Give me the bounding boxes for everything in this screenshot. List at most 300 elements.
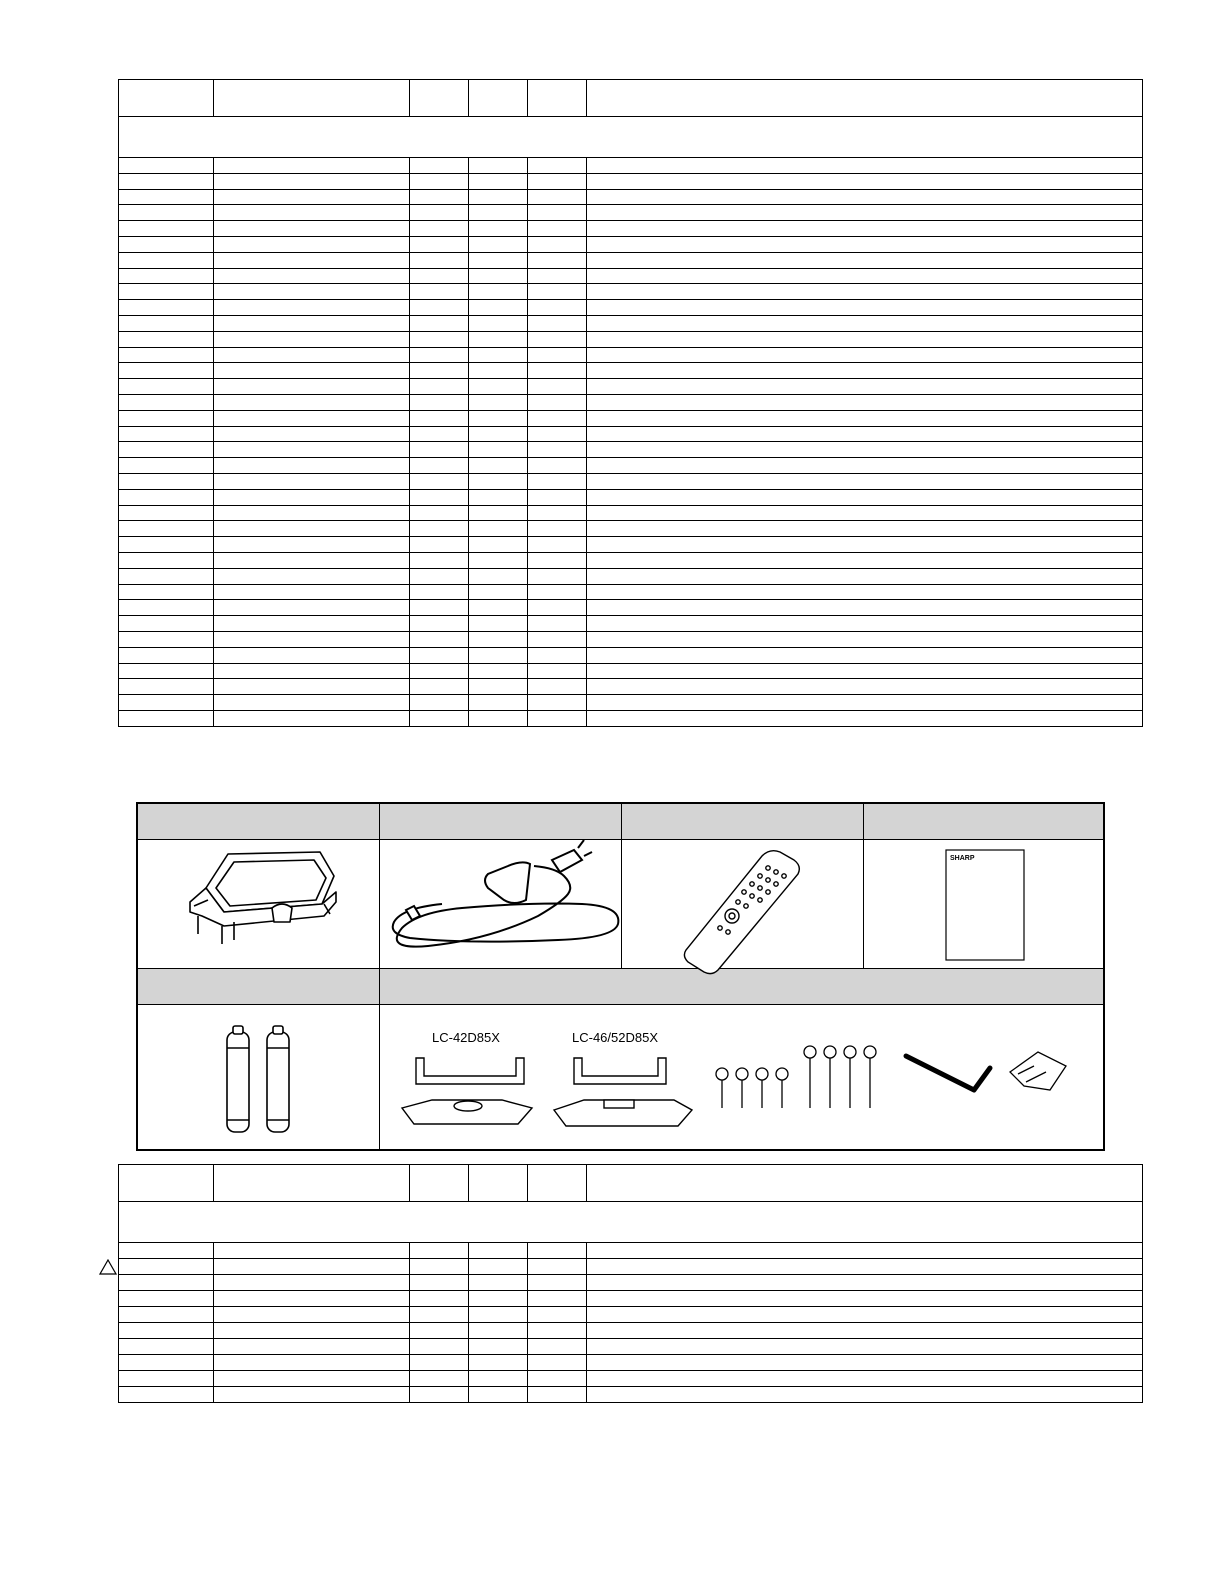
table-cell — [587, 1243, 1143, 1259]
table-cell — [214, 584, 410, 600]
table-cell — [410, 158, 469, 174]
table-cell — [214, 695, 410, 711]
table-cell — [528, 173, 587, 189]
table-cell — [587, 379, 1143, 395]
table-cell — [214, 173, 410, 189]
table-cell — [587, 458, 1143, 474]
table-cell — [214, 410, 410, 426]
table-cell — [528, 647, 587, 663]
table-cell — [410, 410, 469, 426]
table-cell — [469, 679, 528, 695]
table-cell — [214, 347, 410, 363]
table-cell — [528, 331, 587, 347]
table-cell — [469, 458, 528, 474]
table-cell — [214, 710, 410, 726]
table-cell — [119, 300, 214, 316]
table-cell — [469, 1307, 528, 1323]
table-cell — [469, 489, 528, 505]
stand-bracket-icon — [554, 1058, 692, 1126]
table-cell — [587, 158, 1143, 174]
section-label — [119, 117, 1143, 158]
table-cell — [528, 1259, 587, 1275]
table-row — [119, 631, 1143, 647]
table-cell — [214, 568, 410, 584]
table-cell — [119, 442, 214, 458]
table-row — [119, 236, 1143, 252]
table-cell — [214, 205, 410, 221]
table-cell — [528, 616, 587, 632]
header-mark — [410, 1165, 469, 1202]
table-cell — [119, 189, 214, 205]
table-row — [119, 410, 1143, 426]
table-cell — [119, 1243, 214, 1259]
table-cell — [587, 537, 1143, 553]
table-cell — [410, 284, 469, 300]
header-part-no — [214, 80, 410, 117]
screws-long-icon — [804, 1046, 876, 1108]
table-cell — [410, 394, 469, 410]
table-cell — [214, 1371, 410, 1387]
header-part-no — [214, 1165, 410, 1202]
table-row — [119, 173, 1143, 189]
table-row — [119, 1371, 1143, 1387]
table-cell — [119, 379, 214, 395]
table-cell — [214, 1275, 410, 1291]
table-row — [119, 442, 1143, 458]
table-cell — [119, 458, 214, 474]
table-cell — [528, 458, 587, 474]
table-cell — [119, 1371, 214, 1387]
table-cell — [214, 1323, 410, 1339]
table-row — [119, 505, 1143, 521]
table-cell — [410, 252, 469, 268]
table-cell — [469, 205, 528, 221]
table-cell — [469, 221, 528, 237]
table-cell — [119, 1339, 214, 1355]
table-cell — [528, 394, 587, 410]
table-cell — [587, 489, 1143, 505]
table-cell — [119, 568, 214, 584]
table-cell — [410, 173, 469, 189]
table-cell — [587, 679, 1143, 695]
table-cell — [528, 221, 587, 237]
table-cell — [214, 394, 410, 410]
table-cell — [119, 410, 214, 426]
table-cell — [528, 284, 587, 300]
table-row — [119, 284, 1143, 300]
table-cell — [469, 268, 528, 284]
table-cell — [214, 600, 410, 616]
table-cell — [587, 584, 1143, 600]
table-row — [119, 1259, 1143, 1275]
header-mark — [410, 80, 469, 117]
header-code — [469, 1165, 528, 1202]
table-cell — [528, 1355, 587, 1371]
table-cell — [587, 300, 1143, 316]
table-cell — [214, 236, 410, 252]
header-ref-no — [119, 1165, 214, 1202]
table-cell — [119, 552, 214, 568]
table-cell — [119, 1387, 214, 1403]
table-cell — [410, 331, 469, 347]
table-cell — [587, 1371, 1143, 1387]
table-cell — [119, 473, 214, 489]
table-cell — [214, 284, 410, 300]
table-row — [119, 537, 1143, 553]
table-cell — [469, 252, 528, 268]
table-cell — [587, 552, 1143, 568]
table-cell — [469, 1243, 528, 1259]
table-cell — [469, 331, 528, 347]
table-cell — [469, 426, 528, 442]
table-cell — [587, 631, 1143, 647]
table-cell — [469, 284, 528, 300]
table-cell — [410, 1243, 469, 1259]
hex-wrench-icon — [906, 1056, 990, 1090]
table-cell — [410, 505, 469, 521]
table-cell — [528, 537, 587, 553]
table-cell — [528, 1307, 587, 1323]
table-cell — [587, 363, 1143, 379]
table-row — [119, 663, 1143, 679]
table-cell — [119, 521, 214, 537]
table-cell — [410, 616, 469, 632]
table-cell — [410, 695, 469, 711]
table-cell — [587, 616, 1143, 632]
table-cell — [528, 268, 587, 284]
batteries-icon — [227, 1026, 289, 1132]
table-cell — [469, 410, 528, 426]
table-cell — [410, 1275, 469, 1291]
parts-table-bottom — [118, 1164, 1143, 1403]
table-cell — [528, 521, 587, 537]
table-cell — [469, 1259, 528, 1275]
table-row — [119, 1339, 1143, 1355]
table-cell — [119, 647, 214, 663]
table-cell — [119, 268, 214, 284]
table-row — [119, 331, 1143, 347]
table-cell — [119, 1307, 214, 1323]
table-cell — [214, 1355, 410, 1371]
table-cell — [410, 1307, 469, 1323]
table-cell — [587, 1307, 1143, 1323]
table-cell — [528, 679, 587, 695]
table-cell — [119, 284, 214, 300]
stand-bracket-icon — [402, 1058, 532, 1124]
table-cell — [410, 521, 469, 537]
cable-clamp-icon — [190, 852, 336, 944]
table-cell — [528, 568, 587, 584]
table-cell — [587, 568, 1143, 584]
table-cell — [587, 410, 1143, 426]
table-cell — [528, 315, 587, 331]
table-cell — [528, 1339, 587, 1355]
table-cell — [214, 489, 410, 505]
table-row — [119, 568, 1143, 584]
table-cell — [214, 1387, 410, 1403]
table-cell — [119, 679, 214, 695]
table-cell — [528, 252, 587, 268]
table-cell — [587, 1275, 1143, 1291]
table-row — [119, 158, 1143, 174]
table-cell — [528, 1275, 587, 1291]
table-cell — [410, 379, 469, 395]
table-cell — [410, 347, 469, 363]
table-cell — [469, 521, 528, 537]
table-cell — [587, 1339, 1143, 1355]
table-cell — [469, 1275, 528, 1291]
table-cell — [410, 426, 469, 442]
table-cell — [469, 1387, 528, 1403]
table-cell — [214, 647, 410, 663]
table-cell — [410, 221, 469, 237]
table-header-row — [119, 1165, 1143, 1202]
table-cell — [214, 300, 410, 316]
table-cell — [528, 442, 587, 458]
table-cell — [410, 458, 469, 474]
table-cell — [410, 1259, 469, 1275]
table-cell — [119, 1323, 214, 1339]
table-cell — [528, 473, 587, 489]
table-row — [119, 252, 1143, 268]
stand-model-label: LC-42D85X — [432, 1030, 500, 1045]
table-cell — [469, 616, 528, 632]
table-cell — [214, 426, 410, 442]
table-cell — [469, 537, 528, 553]
table-cell — [528, 631, 587, 647]
table-row — [119, 379, 1143, 395]
table-row — [119, 552, 1143, 568]
table-cell — [214, 616, 410, 632]
table-cell — [469, 189, 528, 205]
table-cell — [469, 631, 528, 647]
manual-brand-text: SHARP — [950, 855, 975, 862]
table-cell — [469, 710, 528, 726]
table-cell — [214, 521, 410, 537]
table-cell — [528, 205, 587, 221]
table-cell — [119, 173, 214, 189]
table-cell — [469, 442, 528, 458]
table-cell — [528, 300, 587, 316]
table-cell — [587, 1323, 1143, 1339]
table-cell — [528, 489, 587, 505]
table-row — [119, 347, 1143, 363]
table-row — [119, 189, 1143, 205]
table-cell — [528, 1371, 587, 1387]
table-cell — [528, 347, 587, 363]
table-cell — [119, 331, 214, 347]
operation-manual-icon — [946, 850, 1024, 960]
table-cell — [410, 300, 469, 316]
section-label — [119, 1202, 1143, 1243]
table-row — [119, 1307, 1143, 1323]
table-cell — [214, 268, 410, 284]
ac-cord-icon — [393, 840, 619, 947]
table-cell — [410, 1371, 469, 1387]
table-cell — [410, 631, 469, 647]
table-row — [119, 315, 1143, 331]
table-cell — [214, 679, 410, 695]
table-cell — [528, 236, 587, 252]
table-cell — [587, 442, 1143, 458]
table-row — [119, 268, 1143, 284]
table-cell — [410, 584, 469, 600]
table-cell — [587, 473, 1143, 489]
table-cell — [528, 1323, 587, 1339]
table-row — [119, 489, 1143, 505]
section-row — [119, 1202, 1143, 1243]
table-row — [119, 679, 1143, 695]
table-cell — [587, 394, 1143, 410]
table-cell — [410, 363, 469, 379]
table-cell — [214, 663, 410, 679]
table-cell — [119, 695, 214, 711]
table-cell — [119, 158, 214, 174]
table-row — [119, 1291, 1143, 1307]
screws-short-icon — [716, 1068, 788, 1108]
table-cell — [410, 236, 469, 252]
table-cell — [119, 347, 214, 363]
table-cell — [469, 600, 528, 616]
cleaning-cloth-icon — [1010, 1052, 1066, 1090]
header-qty — [528, 80, 587, 117]
table-cell — [469, 173, 528, 189]
table-cell — [214, 221, 410, 237]
table-cell — [469, 552, 528, 568]
table-cell — [469, 473, 528, 489]
stand-model-label: LC-46/52D85X — [572, 1030, 658, 1045]
table-cell — [410, 568, 469, 584]
table-cell — [469, 236, 528, 252]
table-row — [119, 363, 1143, 379]
table-cell — [119, 1291, 214, 1307]
table-row — [119, 300, 1143, 316]
table-cell — [214, 331, 410, 347]
table-cell — [119, 1259, 214, 1275]
table-cell — [410, 537, 469, 553]
table-row — [119, 1275, 1143, 1291]
table-cell — [528, 695, 587, 711]
table-cell — [214, 189, 410, 205]
table-cell — [119, 315, 214, 331]
table-cell — [214, 1243, 410, 1259]
table-cell — [119, 1355, 214, 1371]
table-cell — [587, 189, 1143, 205]
table-cell — [214, 1339, 410, 1355]
table-cell — [587, 205, 1143, 221]
table-cell — [119, 616, 214, 632]
table-cell — [528, 158, 587, 174]
table-cell — [410, 268, 469, 284]
table-row — [119, 695, 1143, 711]
table-cell — [469, 1371, 528, 1387]
table-cell — [119, 600, 214, 616]
table-cell — [119, 236, 214, 252]
table-cell — [528, 1387, 587, 1403]
table-cell — [587, 173, 1143, 189]
table-row — [119, 584, 1143, 600]
table-cell — [469, 663, 528, 679]
table-row — [119, 473, 1143, 489]
table-cell — [119, 537, 214, 553]
table-row — [119, 221, 1143, 237]
table-cell — [119, 663, 214, 679]
table-cell — [214, 473, 410, 489]
table-cell — [528, 426, 587, 442]
table-cell — [587, 1291, 1143, 1307]
table-cell — [528, 189, 587, 205]
table-cell — [119, 426, 214, 442]
table-cell — [214, 252, 410, 268]
table-cell — [469, 300, 528, 316]
table-row — [119, 1387, 1143, 1403]
table-cell — [587, 221, 1143, 237]
table-cell — [528, 663, 587, 679]
table-row — [119, 1355, 1143, 1371]
table-row — [119, 521, 1143, 537]
table-cell — [587, 347, 1143, 363]
table-cell — [119, 252, 214, 268]
table-cell — [587, 505, 1143, 521]
header-description — [587, 1165, 1143, 1202]
table-cell — [214, 631, 410, 647]
table-cell — [528, 379, 587, 395]
table-cell — [587, 647, 1143, 663]
table-cell — [469, 1323, 528, 1339]
table-cell — [214, 315, 410, 331]
table-cell — [587, 252, 1143, 268]
table-cell — [410, 600, 469, 616]
table-row — [119, 394, 1143, 410]
header-qty — [528, 1165, 587, 1202]
table-row — [119, 600, 1143, 616]
table-cell — [469, 363, 528, 379]
table-cell — [214, 442, 410, 458]
table-cell — [469, 315, 528, 331]
table-cell — [469, 347, 528, 363]
table-cell — [587, 1259, 1143, 1275]
table-cell — [410, 1291, 469, 1307]
table-cell — [469, 695, 528, 711]
table-cell — [410, 189, 469, 205]
table-cell — [214, 537, 410, 553]
table-cell — [410, 663, 469, 679]
table-cell — [214, 505, 410, 521]
table-cell — [214, 379, 410, 395]
table-cell — [214, 552, 410, 568]
table-cell — [587, 284, 1143, 300]
table-cell — [119, 394, 214, 410]
table-cell — [469, 505, 528, 521]
table-cell — [587, 663, 1143, 679]
table-cell — [410, 1339, 469, 1355]
table-cell — [214, 1307, 410, 1323]
table-row — [119, 458, 1143, 474]
table-row — [119, 710, 1143, 726]
table-cell — [587, 331, 1143, 347]
table-cell — [587, 268, 1143, 284]
header-ref-no — [119, 80, 214, 117]
table-cell — [528, 584, 587, 600]
table-cell — [410, 473, 469, 489]
table-cell — [410, 679, 469, 695]
table-cell — [410, 489, 469, 505]
table-cell — [410, 552, 469, 568]
table-cell — [528, 410, 587, 426]
table-cell — [528, 1243, 587, 1259]
table-cell — [119, 505, 214, 521]
table-cell — [214, 363, 410, 379]
